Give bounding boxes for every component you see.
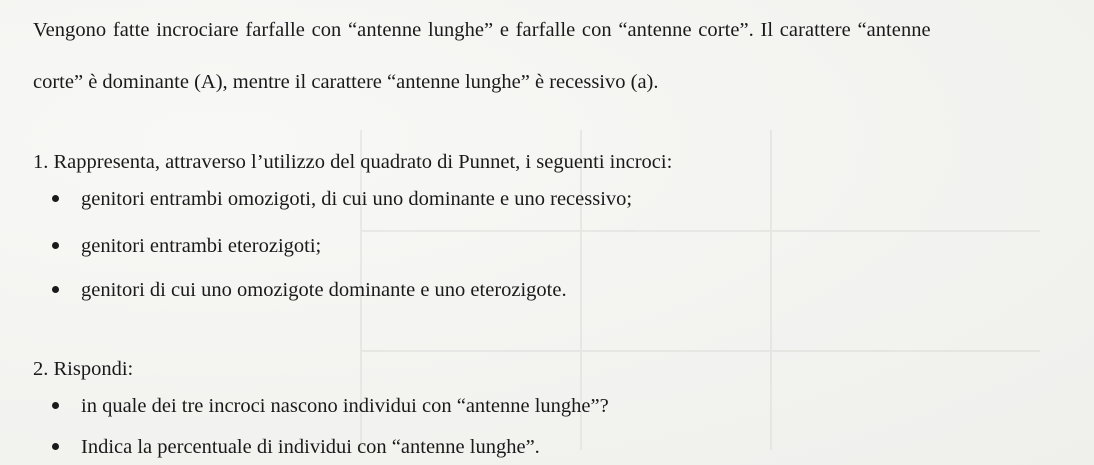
list-item (52, 186, 632, 212)
bullet-icon (52, 286, 59, 293)
bullet-icon (52, 443, 59, 450)
list-item-text: genitori di cui uno omozigote dominante e uno eterozigote. (81, 279, 567, 301)
bullet-icon (52, 402, 59, 409)
list-item (52, 277, 567, 303)
intro-line-2: corte” è dominante (A), mentre il carattere “antenne lunghe” è recessivo (a). (33, 71, 659, 93)
list-item-text: genitori entrambi omozigoti, di cui uno dominante e uno recessivo; (81, 188, 633, 210)
intro-line-1: Vengono fatte incrociare farfalle con “antenne lunghe” e farfalle con “antenne corte”. Il carattere “antenne (33, 19, 931, 41)
list-item-text: Indica la percentuale di individui con “antenne lunghe”. (81, 436, 540, 458)
list-item (52, 393, 609, 419)
list-item (52, 434, 540, 460)
bullet-icon (52, 195, 59, 202)
question-1-prompt: 1. Rappresenta, attraverso l’utilizzo del quadrato di Punnet, i seguenti incroci: (33, 151, 673, 173)
list-item-text: in quale dei tre incroci nascono individui con “antenne lunghe”? (81, 395, 609, 417)
list-item-text: genitori entrambi eterozigoti; (81, 235, 322, 257)
list-item (52, 233, 321, 259)
question-2-prompt: 2. Rispondi: (33, 358, 134, 380)
bullet-icon (52, 242, 59, 249)
